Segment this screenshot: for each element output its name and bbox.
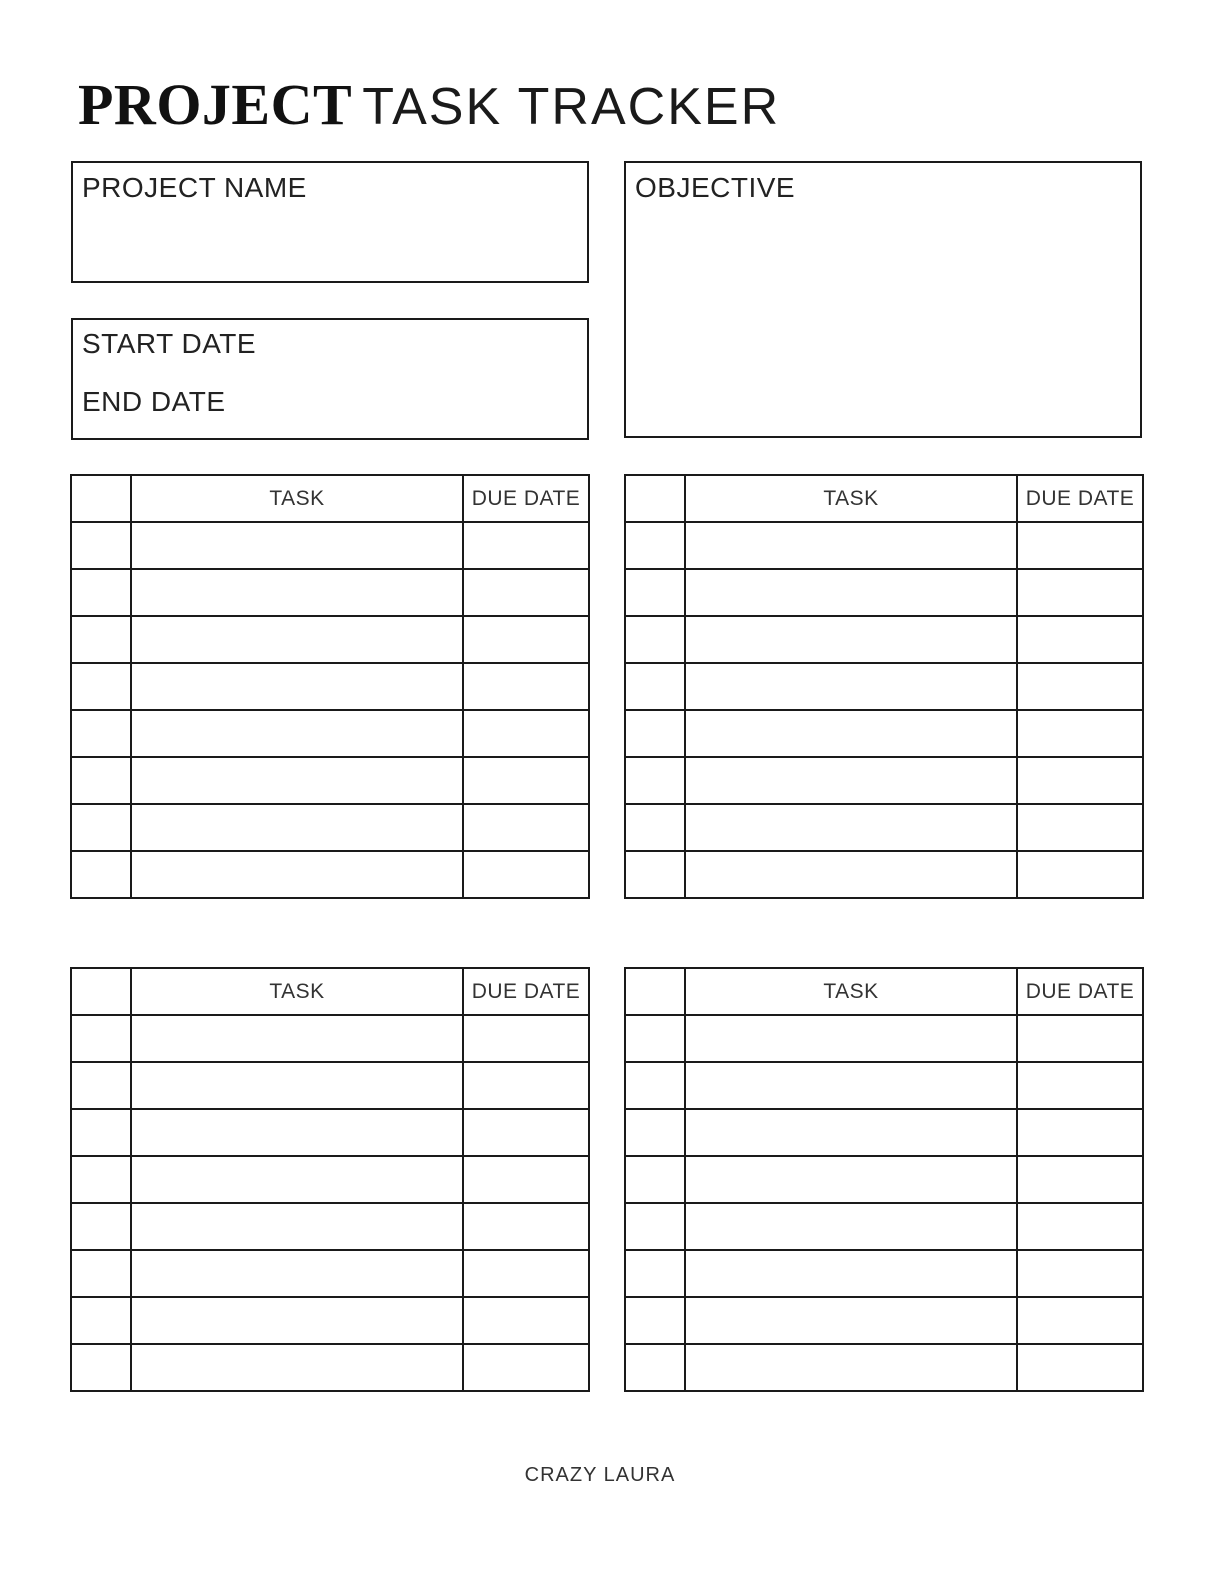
header-due-date-cell: DUE DATE xyxy=(1017,475,1143,522)
header-check-cell xyxy=(625,968,685,1015)
header-task-cell: TASK xyxy=(685,968,1017,1015)
table-row xyxy=(625,1156,1143,1203)
check-cell[interactable] xyxy=(71,1109,131,1156)
task-cell[interactable] xyxy=(131,757,463,804)
table-row xyxy=(71,757,589,804)
due-date-cell[interactable] xyxy=(463,1015,589,1062)
header-due-date-cell: DUE DATE xyxy=(463,475,589,522)
check-cell[interactable] xyxy=(625,616,685,663)
check-cell[interactable] xyxy=(625,710,685,757)
table-header-row xyxy=(625,475,1143,522)
start-date-label: START DATE xyxy=(82,328,257,359)
due-date-cell[interactable] xyxy=(1017,804,1143,851)
table-row xyxy=(625,1203,1143,1250)
task-cell[interactable] xyxy=(685,757,1017,804)
check-cell[interactable] xyxy=(625,569,685,616)
table-row xyxy=(71,1344,589,1391)
task-cell[interactable] xyxy=(131,569,463,616)
check-cell[interactable] xyxy=(625,1203,685,1250)
task-cell[interactable] xyxy=(131,663,463,710)
task-cell[interactable] xyxy=(685,804,1017,851)
due-date-cell[interactable] xyxy=(1017,1250,1143,1297)
table-row xyxy=(625,804,1143,851)
check-cell[interactable] xyxy=(71,1015,131,1062)
task-cell[interactable] xyxy=(685,1015,1017,1062)
task-cell[interactable] xyxy=(131,1203,463,1250)
footer-credit: CRAZY LAURA xyxy=(524,1464,676,1486)
project-name-box[interactable] xyxy=(71,161,589,283)
page-title xyxy=(78,70,780,140)
table-row xyxy=(71,1015,589,1062)
check-cell[interactable] xyxy=(625,1344,685,1391)
table-row xyxy=(625,851,1143,898)
header-check-cell xyxy=(625,475,685,522)
due-date-cell[interactable] xyxy=(1017,663,1143,710)
check-cell[interactable] xyxy=(71,1250,131,1297)
table-row xyxy=(71,522,589,569)
project-name-label: PROJECT NAME xyxy=(82,172,307,203)
task-cell[interactable] xyxy=(685,1156,1017,1203)
table-row xyxy=(71,804,589,851)
header-check-cell xyxy=(71,475,131,522)
header-check-cell xyxy=(71,968,131,1015)
due-date-cell[interactable] xyxy=(1017,1344,1143,1391)
check-cell[interactable] xyxy=(625,1109,685,1156)
task-cell[interactable] xyxy=(685,1250,1017,1297)
due-date-cell[interactable] xyxy=(463,710,589,757)
header-task-cell: TASK xyxy=(131,475,463,522)
header-due-date-cell: DUE DATE xyxy=(463,968,589,1015)
title-bold-word: PROJECT xyxy=(78,72,353,137)
due-date-cell[interactable] xyxy=(463,757,589,804)
due-date-cell[interactable] xyxy=(1017,757,1143,804)
due-date-cell[interactable] xyxy=(463,569,589,616)
check-cell[interactable] xyxy=(71,757,131,804)
table-row xyxy=(625,1297,1143,1344)
task-cell[interactable] xyxy=(131,522,463,569)
task-cell[interactable] xyxy=(685,1062,1017,1109)
due-date-cell[interactable] xyxy=(1017,1062,1143,1109)
check-cell[interactable] xyxy=(625,1062,685,1109)
table-row xyxy=(625,616,1143,663)
due-date-cell[interactable] xyxy=(1017,851,1143,898)
check-cell[interactable] xyxy=(71,522,131,569)
task-cell[interactable] xyxy=(131,1250,463,1297)
due-date-cell[interactable] xyxy=(463,1344,589,1391)
due-date-cell[interactable] xyxy=(1017,1156,1143,1203)
check-cell[interactable] xyxy=(71,1156,131,1203)
table-row xyxy=(71,1250,589,1297)
objective-label: OBJECTIVE xyxy=(635,172,796,203)
due-date-cell[interactable] xyxy=(1017,616,1143,663)
table-header-row xyxy=(625,968,1143,1015)
check-cell[interactable] xyxy=(71,851,131,898)
title-light-words: TASK TRACKER xyxy=(362,78,781,136)
task-cell[interactable] xyxy=(131,1297,463,1344)
task-cell[interactable] xyxy=(685,569,1017,616)
task-cell[interactable] xyxy=(131,616,463,663)
task-cell[interactable] xyxy=(685,1109,1017,1156)
table-row xyxy=(625,522,1143,569)
due-date-cell[interactable] xyxy=(1017,1203,1143,1250)
due-date-cell[interactable] xyxy=(463,616,589,663)
task-cell[interactable] xyxy=(685,522,1017,569)
table-row xyxy=(625,757,1143,804)
task-table-bottom-right xyxy=(624,967,1144,1392)
table-row xyxy=(71,1109,589,1156)
check-cell[interactable] xyxy=(625,1156,685,1203)
table-row xyxy=(71,1297,589,1344)
check-cell[interactable] xyxy=(71,569,131,616)
task-cell[interactable] xyxy=(131,804,463,851)
task-cell[interactable] xyxy=(685,1344,1017,1391)
task-table-bottom-left xyxy=(70,967,590,1392)
table-row xyxy=(625,710,1143,757)
header-task-cell: TASK xyxy=(131,968,463,1015)
check-cell[interactable] xyxy=(625,757,685,804)
objective-box[interactable] xyxy=(624,161,1142,438)
task-cell[interactable] xyxy=(685,710,1017,757)
task-cell[interactable] xyxy=(685,1297,1017,1344)
check-cell[interactable] xyxy=(625,522,685,569)
task-cell[interactable] xyxy=(131,710,463,757)
header-task-cell: TASK xyxy=(685,475,1017,522)
task-table-top-right xyxy=(624,474,1144,899)
due-date-cell[interactable] xyxy=(1017,522,1143,569)
table-row xyxy=(625,1062,1143,1109)
due-date-cell[interactable] xyxy=(1017,1109,1143,1156)
task-cell[interactable] xyxy=(131,851,463,898)
check-cell[interactable] xyxy=(71,663,131,710)
due-date-cell[interactable] xyxy=(463,1203,589,1250)
task-cell[interactable] xyxy=(131,1344,463,1391)
due-date-cell[interactable] xyxy=(463,1297,589,1344)
table-row xyxy=(625,663,1143,710)
due-date-cell[interactable] xyxy=(1017,710,1143,757)
table-row xyxy=(71,616,589,663)
check-cell[interactable] xyxy=(71,1203,131,1250)
task-cell[interactable] xyxy=(685,1203,1017,1250)
table-row xyxy=(625,1109,1143,1156)
task-cell[interactable] xyxy=(685,663,1017,710)
due-date-cell[interactable] xyxy=(463,1062,589,1109)
task-cell[interactable] xyxy=(685,616,1017,663)
table-row xyxy=(71,1062,589,1109)
check-cell[interactable] xyxy=(71,804,131,851)
table-header-row xyxy=(71,475,589,522)
due-date-cell[interactable] xyxy=(463,804,589,851)
check-cell[interactable] xyxy=(625,804,685,851)
check-cell[interactable] xyxy=(625,1250,685,1297)
header-due-date-cell: DUE DATE xyxy=(1017,968,1143,1015)
due-date-cell[interactable] xyxy=(1017,1015,1143,1062)
due-date-cell[interactable] xyxy=(1017,1297,1143,1344)
table-header-row xyxy=(71,968,589,1015)
task-cell[interactable] xyxy=(131,1109,463,1156)
due-date-cell[interactable] xyxy=(463,663,589,710)
table-row xyxy=(71,569,589,616)
due-date-cell[interactable] xyxy=(463,1156,589,1203)
table-row xyxy=(625,1015,1143,1062)
check-cell[interactable] xyxy=(625,1015,685,1062)
check-cell[interactable] xyxy=(71,1062,131,1109)
task-table-top-left xyxy=(70,474,590,899)
table-row xyxy=(625,1250,1143,1297)
due-date-cell[interactable] xyxy=(463,522,589,569)
check-cell[interactable] xyxy=(625,1297,685,1344)
check-cell[interactable] xyxy=(71,710,131,757)
task-cell[interactable] xyxy=(131,1015,463,1062)
due-date-cell[interactable] xyxy=(463,1109,589,1156)
table-row xyxy=(625,1344,1143,1391)
due-date-cell[interactable] xyxy=(463,1250,589,1297)
task-cell[interactable] xyxy=(131,1156,463,1203)
task-cell[interactable] xyxy=(685,851,1017,898)
table-row xyxy=(71,663,589,710)
check-cell[interactable] xyxy=(625,663,685,710)
dates-box[interactable] xyxy=(71,318,589,440)
table-row xyxy=(71,710,589,757)
check-cell[interactable] xyxy=(71,1344,131,1391)
table-row xyxy=(625,569,1143,616)
due-date-cell[interactable] xyxy=(1017,569,1143,616)
check-cell[interactable] xyxy=(71,1297,131,1344)
table-row xyxy=(71,1156,589,1203)
task-cell[interactable] xyxy=(131,1062,463,1109)
table-row xyxy=(71,851,589,898)
due-date-cell[interactable] xyxy=(463,851,589,898)
end-date-label: END DATE xyxy=(82,386,226,417)
check-cell[interactable] xyxy=(71,616,131,663)
table-row xyxy=(71,1203,589,1250)
check-cell[interactable] xyxy=(625,851,685,898)
